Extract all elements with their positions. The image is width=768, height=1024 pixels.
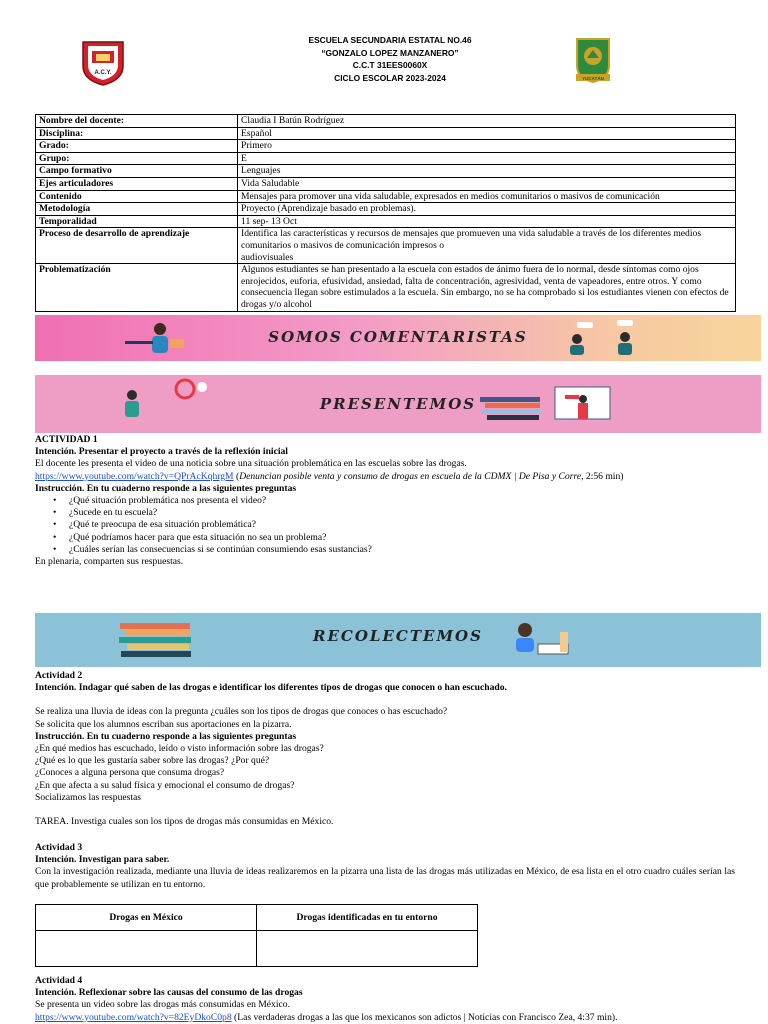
banner-title: RECOLECTEMOS [313, 627, 483, 645]
activity-4 [35, 975, 755, 1024]
info-key: Metodología [36, 203, 238, 216]
info-key: Proceso de desarrollo de aprendizaje [36, 228, 238, 264]
activity-intention: Intención. Presentar el proyecto a través de la reflexión inicial [35, 446, 288, 458]
video-title: Denuncian posible venta y consumo de drogas en escuela de la CDMX | De Pisa y Corre [239, 470, 582, 482]
video-reference [35, 1012, 755, 1024]
table-row [36, 152, 736, 165]
info-value: Vida Saludable [238, 177, 736, 190]
logo-left-text: A.C.Y. [94, 70, 112, 76]
activity-closing: Socializamos las respuestas [35, 791, 142, 803]
info-key: Campo formativo [36, 165, 238, 178]
table-header: Drogas en México [36, 905, 257, 931]
table-row [36, 215, 736, 228]
info-value: Español [238, 127, 736, 140]
table-row [36, 165, 736, 178]
banner-somos-comentaristas [35, 315, 761, 361]
table-row [36, 115, 736, 128]
table-row [36, 203, 736, 216]
video-title: (Las verdaderas drogas a las que los mexicanos son adictos | Noticias con Francisco Zea, 4:37 min). [231, 1011, 618, 1023]
info-value: Lenguajes [238, 165, 736, 178]
info-key: Grado: [36, 140, 238, 153]
list-item: • ¿Qué podríamos hacer para que esta situación no sea un problema? [69, 532, 735, 544]
school-cycle-line: CICLO ESCOLAR 2023-2024 [334, 72, 446, 83]
activity-description: El docente les presenta el video de una noticia sobre una situación problemática en las escuelas sobre las drogas. [35, 458, 467, 470]
activity-intention: Intención. Indagar qué saben de las drogas e identificar los diferentes tipos de drogas que conocen o han escuchado. [35, 682, 507, 694]
activity-paragraph: Se realiza una lluvia de ideas con la pregunta ¿cuáles son los tipos de drogas que conoces o has escuchado? [35, 706, 448, 718]
activity-description: Se presenta un video sobre las drogas más consumidas en México. [35, 999, 290, 1011]
info-key: Nombre del docente: [36, 115, 238, 128]
banner-title: SOMOS COMENTARISTAS [268, 328, 528, 346]
activity-2 [35, 670, 735, 828]
activity-title: Actividad 2 [35, 670, 83, 681]
activity-description: Con la investigación realizada, mediante una lluvia de ideas realizaremos en la pizarra una lista de las drogas más utilizadas en México, de esa lista en el otro cuadro cuáles serían las que probablemente se utilizan en tu entorno. [35, 866, 735, 890]
table-row [36, 264, 736, 311]
info-key: Grupo: [36, 152, 238, 165]
logo-right-text: YUCATÁN [582, 76, 604, 81]
question-list [35, 495, 735, 556]
question: ¿Qué es lo que les gustaría saber sobre las drogas? ¿Por qué? [35, 755, 270, 767]
question: ¿En que afecta a su salud física y emocional el consumo de drogas? [35, 779, 295, 791]
banner-recolectemos [35, 613, 761, 667]
books-and-whiteboard-illustration [475, 377, 625, 431]
activity-instruction: Instrucción. En tu cuaderno responde a las siguientes preguntas [35, 482, 297, 494]
activity-title: ACTIVIDAD 1 [35, 434, 98, 445]
info-key: Disciplina: [36, 127, 238, 140]
list-item: • ¿Qué situación problemática nos presenta el video? [69, 495, 735, 507]
state-emblem-right [574, 36, 612, 84]
list-item: • ¿Sucede en tu escuela? [69, 507, 735, 519]
table-row [36, 190, 736, 203]
table-row [36, 127, 736, 140]
school-name-block [240, 34, 540, 84]
activity-intention: Intención. Reflexionar sobre las causas del consumo de las drogas [35, 987, 303, 999]
people-icon [555, 319, 655, 357]
banner-title: PRESENTEMOS [319, 395, 477, 413]
banner-presentemos [35, 375, 761, 433]
video-link[interactable]: https://www.youtube.com/watch?v=82EyDkoC0p8 [35, 1011, 232, 1023]
info-value: Proyecto (Aprendizaje basado en problemas). [238, 203, 736, 216]
info-key: Contenido [36, 190, 238, 203]
info-value: Claudia I Batún Rodríguez [238, 115, 736, 128]
info-key: Ejes articuladores [36, 177, 238, 190]
school-logo-left [78, 38, 128, 86]
activity-title: Actividad 4 [35, 975, 83, 986]
question: ¿En qué medios has escuchado, leído o visto información sobre las drogas? [35, 743, 324, 755]
info-value: Algunos estudiantes se han presentado a la escuela con estados de ánimo fuera de lo normal, desde síntomas como ojos enrojecidos, euforia, efusividad, ansiedad, falta de concentración, agresividad, venta de vapeadores, entre otros. Y como consecuencia llegan sobre estimulados a la escuela. Sin embargo, no se ha comprobado si los estudiantes vienen con efectos de drogas y/o alcohol [238, 264, 736, 311]
homework: TAREA. Investiga cuales son los tipos de drogas más consumidas en México. [35, 816, 334, 828]
table-row [36, 228, 736, 264]
school-name-line: “GONZALO LOPEZ MANZANERO” [321, 47, 459, 58]
activity-closing: En plenaria, comparten sus respuestas. [35, 556, 184, 568]
table-row [36, 177, 736, 190]
school-cct-line: C.C.T 31EES0060X [352, 60, 428, 70]
info-value: Mensajes para promover una vida saludable, expresados en medios comunitarios o masivos de comunicación [238, 190, 736, 203]
info-key: Temporalidad [36, 215, 238, 228]
activity-3 [35, 842, 735, 891]
list-item: • ¿Cuáles serían las consecuencias si se continúan consumiendo esas sustancias? [69, 544, 735, 556]
activity-intention: Intención. Investigan para saber. [35, 854, 170, 866]
activity-instruction: Instrucción. En tu cuaderno responde a las siguientes preguntas [35, 730, 297, 742]
question: ¿Conoces a alguna persona que consuma drogas? [35, 767, 225, 779]
info-value: 11 sep- 13 Oct [238, 215, 736, 228]
table-cell-empty[interactable] [257, 931, 478, 967]
list-item: • ¿Qué te preocupa de esa situación problemática? [69, 519, 735, 531]
document-header [0, 30, 768, 90]
drugs-table [35, 904, 478, 967]
activity-1 [35, 434, 735, 568]
video-duration: , 2:56 min) [581, 470, 624, 482]
video-link[interactable]: https://www.youtube.com/watch?v=QPrAcKqhrgM [35, 470, 234, 482]
paren-open: ( [233, 470, 240, 482]
lesson-info-table [35, 114, 736, 312]
info-key: Problematización [36, 264, 238, 311]
video-reference [35, 471, 735, 483]
table-row [36, 140, 736, 153]
info-value: E [238, 152, 736, 165]
table-cell-empty[interactable] [36, 931, 257, 967]
activity-title: Actividad 3 [35, 842, 83, 853]
table-header: Drogas identificadas en tu entorno [257, 905, 478, 931]
info-value: Primero [238, 140, 736, 153]
school-name-line: ESCUELA SECUNDARIA ESTATAL NO.46 [308, 35, 472, 45]
activity-paragraph: Se solicita que los alumnos escriban sus aportaciones en la pizarra. [35, 718, 292, 730]
child-reading-illustration [500, 616, 600, 664]
info-value: Identifica las características y recursos de mensajes que promueven una vida saludable a través de los diferentes medios comunitarios o masivos de comunicación impresos o audiovisuales [238, 228, 736, 264]
